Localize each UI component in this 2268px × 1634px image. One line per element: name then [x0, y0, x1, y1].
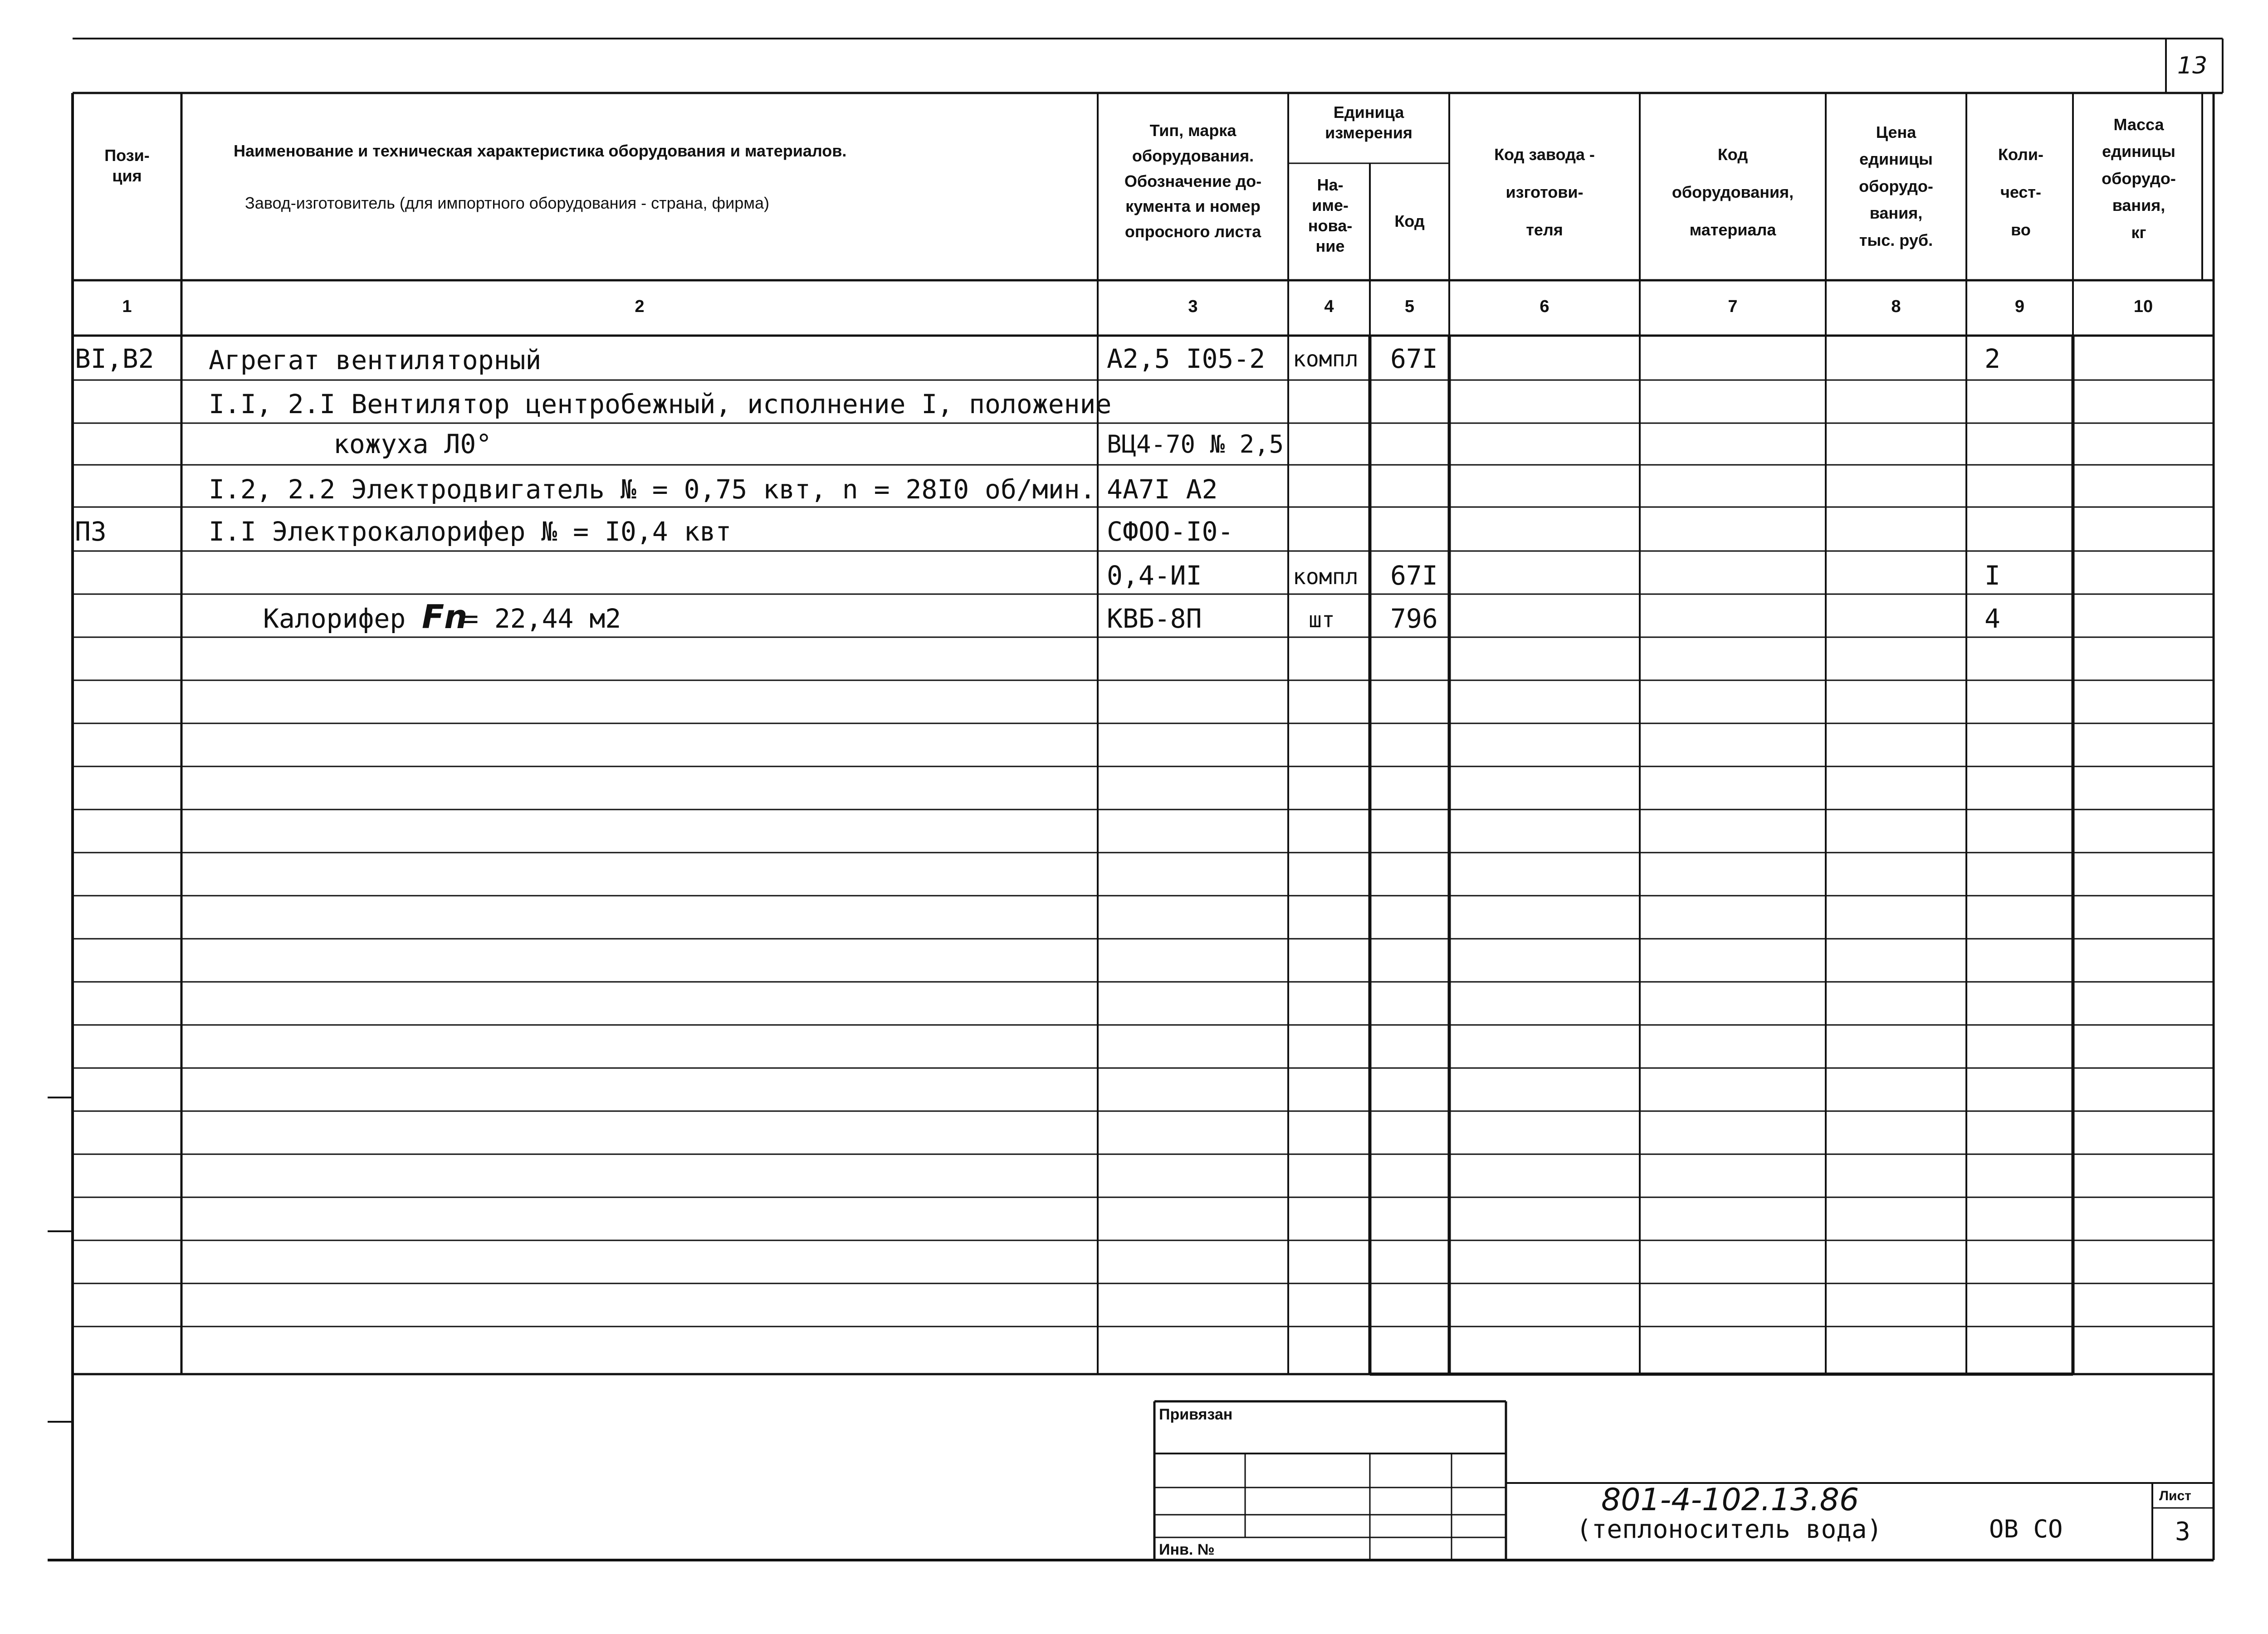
formula-value: = 22,44 м2	[463, 603, 621, 634]
row-type: 4А7I А2	[1107, 474, 1218, 505]
row-type: А2,5 I05-2	[1107, 343, 1266, 374]
col-number-7: 7	[1728, 297, 1738, 316]
col-number-2: 2	[635, 297, 645, 316]
row-qty: I	[1984, 560, 2000, 591]
row-name: кожуха Л0°	[333, 429, 492, 459]
document-number: 801-4-102.13.86	[1601, 1482, 1859, 1518]
sheet-value: 3	[2175, 1517, 2190, 1546]
row-name: I.I, 2.I Вентилятор центробежный, исполнение I, положение	[209, 389, 1112, 419]
header-unit-price: Цена единицы оборудо- вания, тыс. руб.	[1859, 123, 1933, 249]
col-number-9: 9	[2014, 297, 2025, 316]
col-number-10: 10	[2133, 297, 2153, 316]
col-number-3: 3	[1188, 297, 1198, 316]
header-unit-code: Код	[1394, 212, 1425, 230]
header-name-line2: Завод-изготовитель (для импортного оборудования - страна, фирма)	[245, 194, 770, 212]
sheet-label: Лист	[2159, 1488, 2191, 1503]
sheet-number-top: 13	[2177, 52, 2208, 79]
header-equipment-code: Код оборудования, материала	[1672, 145, 1794, 239]
header-unit-mass: Масса единицы оборудо- вания, кг	[2102, 115, 2176, 242]
row-type: СФОО-I0-	[1107, 516, 1234, 547]
row-code: 67I	[1390, 343, 1438, 374]
row-unit: шт	[1309, 607, 1335, 633]
section-code: ОВ СО	[1989, 1515, 2063, 1543]
row-type: 0,4-ИI	[1107, 560, 1202, 591]
row-unit: компл	[1293, 346, 1359, 372]
header-type: Тип, марка оборудования. Обозначение до- кумента и номер опросного листа	[1124, 121, 1262, 241]
row-position: П3	[75, 516, 107, 547]
document-subtitle: (теплоноситель вода)	[1576, 1515, 1882, 1544]
header-unit-group: Единица измерения	[1325, 103, 1413, 142]
row-qty: 2	[1984, 343, 2000, 374]
row-name: I.I Электрокалорифер № = I0,4 квт	[209, 516, 732, 547]
row-name: Калорифер	[263, 603, 406, 634]
formula-symbol: Fn	[422, 598, 468, 636]
col-number-5: 5	[1404, 297, 1415, 316]
attached-label: Привязан	[1159, 1406, 1233, 1423]
header-quantity: Коли- чест- во	[1998, 145, 2044, 239]
row-qty: 4	[1984, 603, 2000, 634]
inventory-label: Инв. №	[1159, 1541, 1215, 1558]
col-number-4: 4	[1324, 297, 1334, 316]
row-unit: компл	[1293, 564, 1359, 590]
header-name-line1: Наименование и техническая характеристика оборудования и материалов.	[234, 141, 847, 160]
col-number-6: 6	[1540, 297, 1549, 316]
header-factory-code: Код завода - изготови- теля	[1494, 145, 1595, 239]
row-name: I.2, 2.2 Электродвигатель № = 0,75 квт, n = 28I0 об/мин.	[209, 474, 1096, 505]
header-position: Пози- ция	[104, 146, 150, 185]
row-type: КВБ-8П	[1107, 603, 1202, 634]
row-code: 796	[1390, 603, 1438, 634]
header-unit-name: На- име- нова- ние	[1308, 176, 1353, 255]
row-code: 67I	[1390, 560, 1438, 591]
row-name: Агрегат вентиляторный	[209, 345, 542, 376]
col-number-8: 8	[1891, 297, 1901, 316]
row-type: ВЦ4-70 № 2,5	[1107, 430, 1284, 458]
col-number-1: 1	[122, 297, 132, 316]
row-position: BI,B2	[75, 343, 154, 374]
